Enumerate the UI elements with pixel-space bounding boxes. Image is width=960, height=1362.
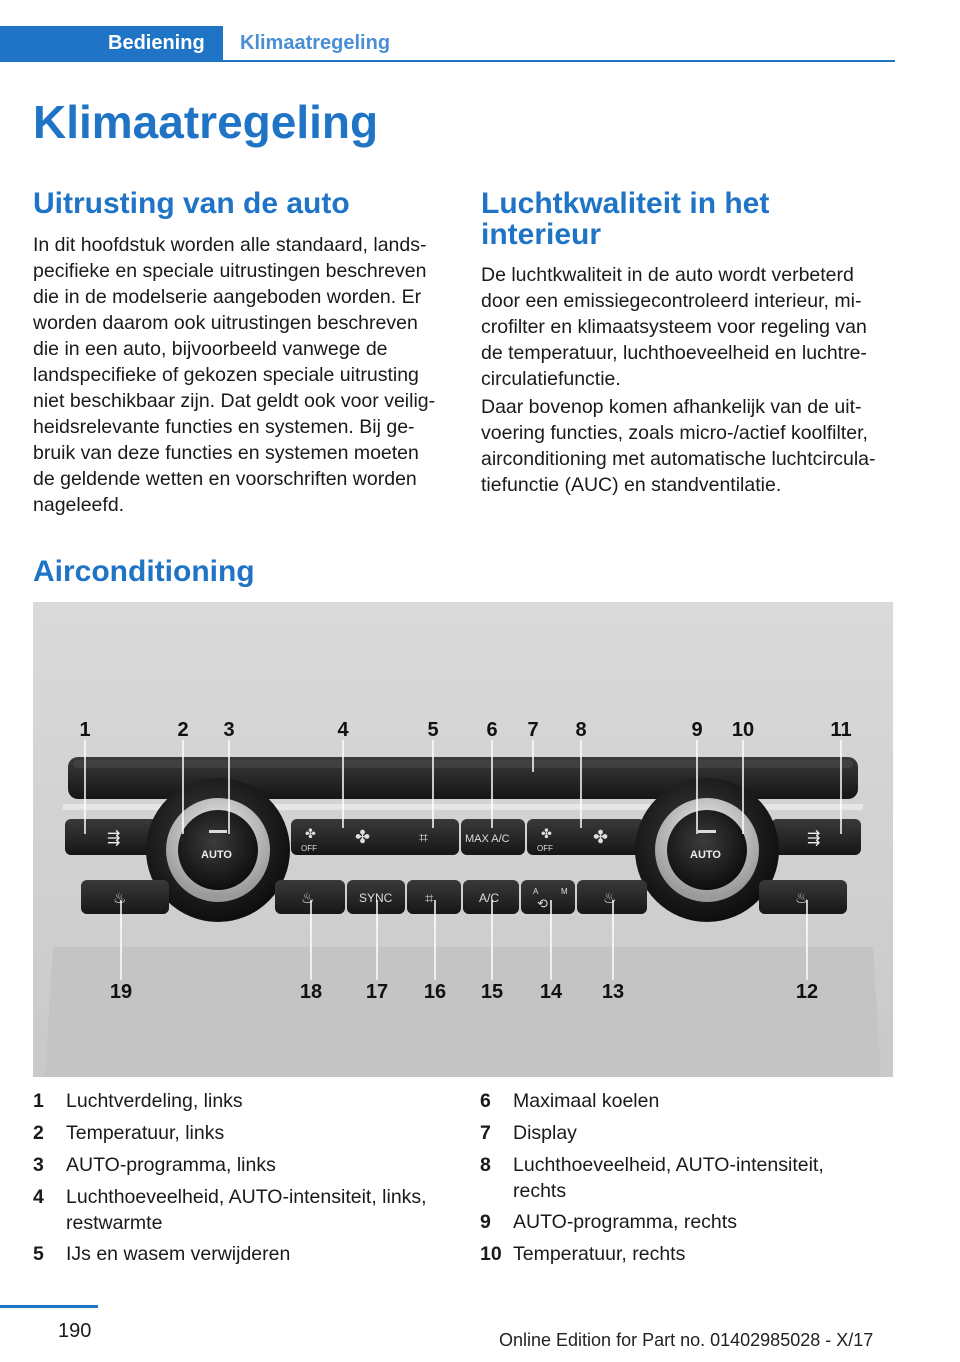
heading-luchtkwaliteit (481, 188, 769, 250)
legend-number: 6 (480, 1090, 491, 1112)
callout-number: 10 (731, 719, 755, 741)
callout-number: 11 (830, 719, 852, 741)
paragraph-line: landspecifieke of gekozen speciale uitrusting (33, 364, 419, 386)
callout-number: 17 (365, 981, 389, 1003)
legend-text-continued: rechts (513, 1180, 567, 1202)
paragraph-line: bruik van deze functies en systemen moeten (33, 442, 419, 464)
callout-number: 12 (795, 981, 819, 1003)
callout-number: 4 (337, 719, 349, 741)
recirculation-a-label: A (533, 887, 539, 896)
air-distribution-left-icon: ⇶ (107, 830, 121, 847)
callout-number: 13 (601, 981, 625, 1003)
legend-text: AUTO-programma, rechts (513, 1211, 737, 1233)
seat-heating-left-icon: ♨ (113, 890, 127, 907)
fan-right-plus-icon: ✤ (593, 827, 609, 847)
rear-defrost-button[interactable] (407, 880, 461, 914)
fan-right-off-label: OFF (537, 844, 553, 853)
legend-item-7 (480, 1120, 910, 1146)
heading-airconditioning: Airconditioning (33, 555, 255, 588)
recirculation-icon: ⟲ (537, 896, 548, 911)
legend-number: 7 (480, 1122, 491, 1144)
fan-left-off-label: OFF (301, 844, 317, 853)
legend-text: Luchthoeveelheid, AUTO-intensiteit, (513, 1154, 824, 1176)
legend-number: 1 (33, 1090, 44, 1112)
paragraph-line: pecifieke en speciale uitrustingen beschreven (33, 260, 427, 282)
legend-text: Temperatuur, rechts (513, 1243, 686, 1265)
fan-left-plus-icon: ✤ (355, 827, 371, 847)
legend-text-continued: restwarmte (66, 1212, 163, 1234)
legend-item-5 (33, 1241, 463, 1267)
callout-number: 2 (177, 719, 189, 741)
callout-number: 18 (299, 981, 323, 1003)
paragraph-line: die in een auto, bijvoorbeeld vanwege de (33, 338, 388, 360)
callout-number: 8 (575, 719, 587, 741)
ac-label: A/C (479, 891, 500, 905)
paragraph-line: worden daarom ook uitrustingen beschreven (33, 312, 418, 334)
paragraph-line: De luchtkwaliteit in de auto wordt verbeterd (481, 264, 854, 286)
legend-item-2 (33, 1120, 463, 1146)
defrost-button[interactable] (399, 819, 459, 855)
heading-line: Luchtkwaliteit in het (481, 187, 770, 220)
legend-number: 10 (480, 1243, 502, 1265)
legend-item-1 (33, 1088, 463, 1114)
callout-number: 16 (423, 981, 447, 1003)
paragraph-line: In dit hoofdstuk worden alle standaard, lands‐ (33, 234, 427, 256)
recirculation-m-label: M (561, 887, 568, 896)
paragraph-line: circulatiefunctie. (481, 368, 621, 390)
max-ac-label: MAX A/C (465, 833, 510, 845)
legend-number: 5 (33, 1243, 44, 1265)
heading-line: interieur (481, 218, 602, 251)
knob-left-indicator (209, 830, 227, 833)
callout-number: 9 (691, 719, 703, 741)
callout-number: 6 (486, 719, 498, 741)
legend-text: AUTO-programma, links (66, 1154, 276, 1176)
legend-item-4 (33, 1184, 463, 1236)
header-tab-klimaatregeling[interactable]: Klimaatregeling (240, 32, 391, 54)
display-highlight (73, 760, 853, 768)
legend-item-9 (480, 1209, 910, 1235)
legend-text: Temperatuur, links (66, 1122, 225, 1144)
callout-number: 14 (539, 981, 563, 1003)
knob-right-indicator (698, 830, 716, 833)
fan-left-minus-icon: ✤ (305, 826, 316, 841)
page-number: 190 (58, 1320, 92, 1342)
callout-number: 1 (79, 719, 91, 741)
fan-right-minus-icon: ✤ (541, 826, 552, 841)
paragraph-line: tiefunctie (AUC) en standventilatie. (481, 474, 782, 496)
defrost-icon: ⌗ (419, 830, 429, 847)
footer-edition: Online Edition for Part no. 01402985028 - X/17 (499, 1330, 874, 1350)
seat-ventilation-right-icon: ♨ (603, 890, 617, 907)
callout-number: 19 (109, 981, 133, 1003)
page-title: Klimaatregeling (33, 96, 379, 148)
paragraph-line: nageleefd. (33, 494, 125, 516)
legend-number: 2 (33, 1122, 44, 1144)
legend-number: 9 (480, 1211, 491, 1233)
legend-item-6 (480, 1088, 910, 1114)
legend-number: 4 (33, 1186, 44, 1208)
knob-right-auto-label: AUTO (690, 849, 721, 861)
legend-text: Luchthoeveelheid, AUTO-intensiteit, links, (66, 1186, 427, 1208)
paragraph-luchtkwaliteit-1 (481, 262, 901, 392)
legend-text: IJs en wasem verwijderen (66, 1243, 291, 1265)
footer-rule (0, 1305, 98, 1308)
callout-number: 5 (427, 719, 439, 741)
legend-item-10 (480, 1241, 910, 1267)
climate-panel-illustration (33, 602, 893, 1077)
paragraph-line: airconditioning met automatische luchtcircula‐ (481, 448, 876, 470)
paragraph-uitrusting (33, 232, 463, 518)
knob-right[interactable] (635, 778, 779, 922)
header-rule (223, 60, 895, 62)
paragraph-luchtkwaliteit-2 (481, 394, 901, 498)
paragraph-line: die in de modelserie aangeboden worden. Er (33, 286, 422, 308)
paragraph-line: voering functies, zoals micro-/actief koolfilter, (481, 422, 868, 444)
heading-uitrusting: Uitrusting van de auto (33, 187, 350, 220)
paragraph-line: niet beschikbaar zijn. Dat geldt ook voor veilig‐ (33, 390, 436, 412)
paragraph-line: heidsrelevante functies en systemen. Bij ge‐ (33, 416, 415, 438)
callout-number: 3 (223, 719, 235, 741)
panel-lower-bezel (45, 947, 881, 1077)
sync-label: SYNC (359, 891, 393, 905)
paragraph-line: Daar bovenop komen afhankelijk van de uit‐ (481, 396, 862, 418)
knob-left-auto-label: AUTO (201, 849, 232, 861)
recirculation-button[interactable] (521, 880, 575, 914)
seat-ventilation-left-icon: ♨ (301, 890, 315, 907)
climate-panel-figure (33, 602, 893, 1077)
legend-number: 3 (33, 1154, 44, 1176)
seat-heating-right-icon: ♨ (795, 890, 809, 907)
legend-item-3 (33, 1152, 463, 1178)
paragraph-line: crofilter en klimaatsysteem voor regeling van (481, 316, 867, 338)
legend-number: 8 (480, 1154, 491, 1176)
legend-item-8 (480, 1152, 910, 1204)
rear-defrost-icon: ⌗ (425, 890, 434, 907)
paragraph-line: de geldende wetten en voorschriften worden (33, 468, 417, 490)
air-distribution-right-icon: ⇶ (807, 830, 821, 847)
legend-text: Maximaal koelen (513, 1090, 660, 1112)
paragraph-line: door een emissiegecontroleerd interieur, mi‐ (481, 290, 862, 312)
legend-text: Display (513, 1122, 577, 1144)
callout-number: 15 (480, 981, 504, 1003)
legend-text: Luchtverdeling, links (66, 1090, 243, 1112)
paragraph-line: de temperatuur, luchthoeveelheid en luchtre‐ (481, 342, 867, 364)
callout-number: 7 (527, 719, 539, 741)
header-tab-bediening-label: Bediening (108, 32, 205, 54)
